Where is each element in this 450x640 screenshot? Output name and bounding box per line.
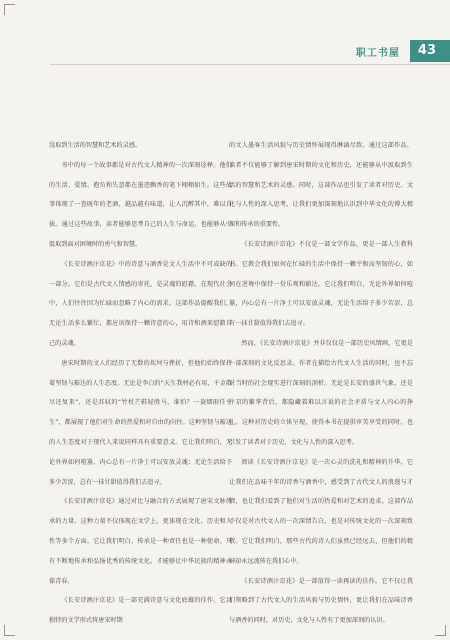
crop-mark-bottom-right (435, 625, 446, 636)
crop-mark-top-left (4, 4, 15, 15)
paragraph: 没取到生活的智慧和艺术的灵感。 (49, 142, 142, 149)
paragraph: 《长安诗酒汴京花》通过对比与融合的方式展现了唐宋文脉传承的力量。这种力量不仅体现在文学上，更体现在文化、历史和人性等多个方面。它让我们明白，传承是一种责任也是一种使命。只有不断地传承和弘扬优秀的传统文化，才能够让中华民族的精神永葆青春。 (49, 498, 232, 585)
left-text-column (49, 136, 232, 631)
paragraph: 阅读《长安诗酒汴京花》是一次心灵的洗礼和精神的升华。它让我们在品味千年的诗香与酒香中，感受到了古代文人的浪漫与才情，也让我们看到了他们对生活的热爱和对艺术的追求。这部作品不仅是对古代文人的一次深情告白，也是对传统文化的一次深刻致敬。它让我们明白，那些古代的诗人们虽然已经远去，但他们的精神却永远流传在我们心中。 (229, 458, 413, 565)
paragraph: 《长安诗酒汴京花》是一部值得一读再读的佳作。它不仅让我们领略到了古代文人的生活风貌与历史情怀，更让我们在品味诗香与酒香的同时，对历史、文化与人性有了更加深刻的认识。 (229, 577, 413, 625)
header-divider (50, 64, 450, 65)
section-title: 职工书屋 (355, 47, 400, 59)
page-header (356, 40, 450, 62)
page-number-badge: 43 (410, 40, 450, 62)
paragraph: 《长安诗酒汴京花》是一部充满诗意与文化底蕴的佳作。它以独特的文学形式将唐宋时期 (49, 597, 232, 625)
paragraph: 书中的每一个故事都是对古代文人精神的一次深刻诠释。他们的生活、爱情、抱负和失意都在墨迹飘香的笔下栩栩如生。这些故事体现了一查既年的老酒，越品越有味道，让人沉醉其中，难以自拔。通过这些故事，读者能够思考自己的人生与命运，也能够从中汲取到面对困境时的勇气和智慧。 (49, 161, 232, 248)
right-text-column (229, 136, 413, 631)
paragraph: 的文人墨客生活风貌与历史情怀展现得淋漓尽致。通过这部作品，读者不仅能够了解到唐宋时期的文化和历史，还能够从中汲取到生活的智慧和艺术的灵感。同时，这部作品也引发了读者对历史、文化与人性的深入思考，让我们更加深刻地认识到中华文化的博大精深和传承的重要性。 (229, 142, 413, 229)
paragraph: 《长安诗酒汴京花》不仅是一部文学作品，更是一部人生教科书。它教会我们如何在忙碌的生活中保持一颗平和而坚韧的心，如何在逆境中保持一份乐观和豁达。它让我们明白，无论外界如何喧嚣，内心总有一片净土可以安放灵魂，无论生活给予多少苦涩，总有一抹甘甜值得我们去追寻。 (229, 240, 413, 328)
crop-mark-bottom-left (4, 625, 15, 636)
paragraph: 然而，《长安诗酒汴京花》并非仅仅是一部历史风情画，它更是一部深刻的文化反思录。作者在描绘古代文人生活的同时，也不忘对当时的社会现实进行深刻的剖析。无论是长安的盛世气象，还是汴京的繁华背后，都隐藏着难以言说的社会矛盾与文人内心的挣扎。这种对历史的立体呈现，使得本书在提供审美享受的同时，也引发了读者对于历史、文化与人性的深入思考。 (229, 339, 413, 446)
paragraph: 唐宋时期的文人们经历了无数的坎坷与挫折，但他们始终保持着坚韧与豁达的人生态度。无论是李白的“天生我材必有用，千金散尽还复来”，还是苏轼的“竹杖芒鞋轻胜马，谁怕？一蓑烟雨任平生”，都展现了他们对生命的热爱和对自由的向往。这种坚韧与豁达的人生态度对于现代人来说同样具有重要意义。它让我们明白，无论外界如何喧嚣，内心总有一片净土可以安放灵魂；无论生活给予多少苦涩，总有一抹甘甜值得我们去追寻。 (49, 359, 232, 486)
paragraph: 《长安诗酒汴京花》中的诗意与酒香是文人生活中不可或缺的一部分。它们是古代文人情感的寄托，是灵魂的慰藉。在现代社会中，人们往往因为忙碌而忽略了内心的需求。这部作品提醒我们，无论生活多么繁忙，都应该保持一颗诗意的心，用诗和酒来慰藉自己的灵魂。 (49, 260, 232, 347)
